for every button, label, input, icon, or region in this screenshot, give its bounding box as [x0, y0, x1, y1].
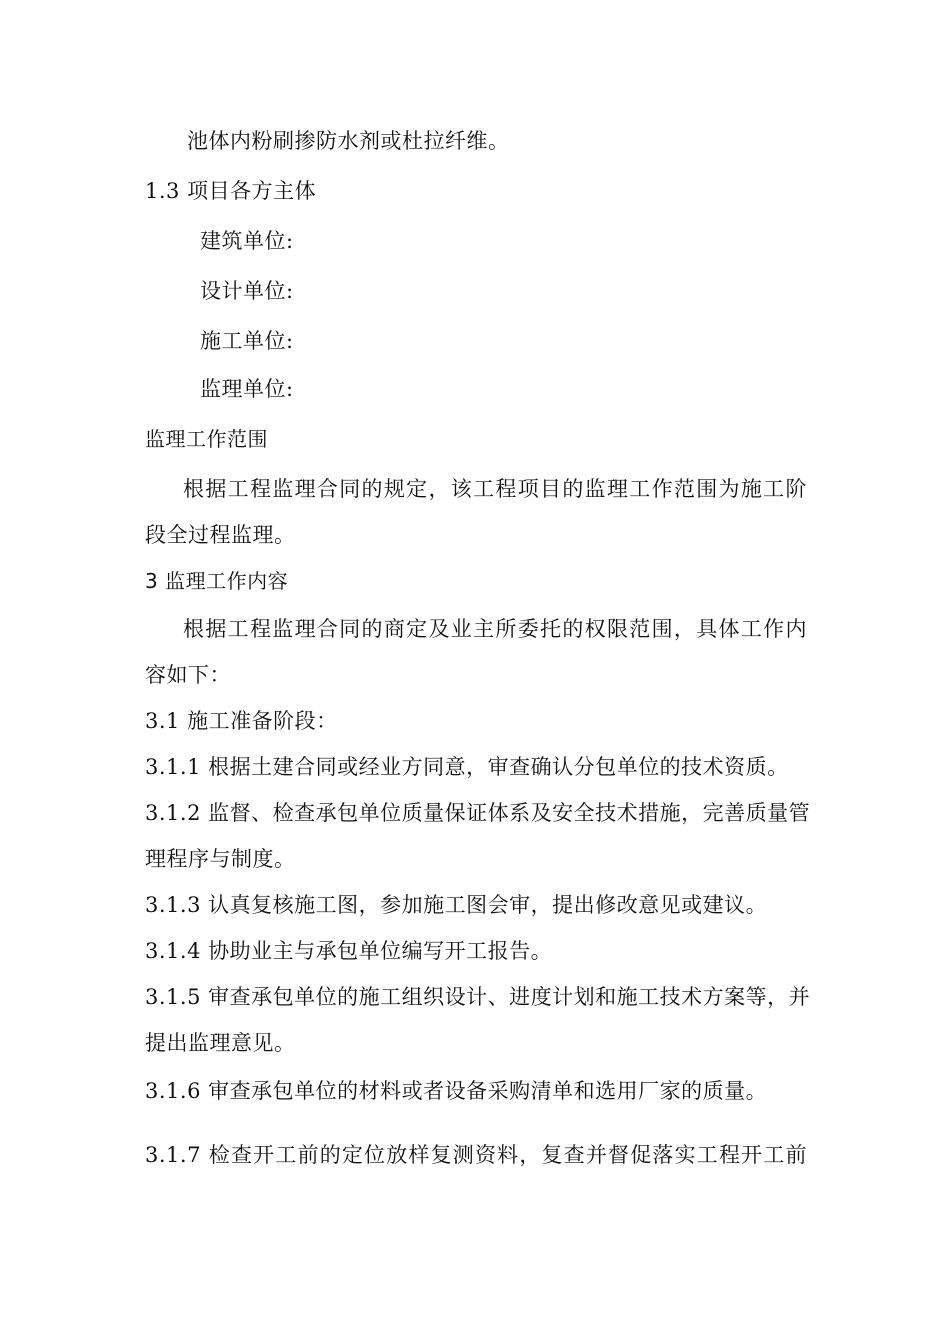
list-item: 3.1.7 检查开工前的定位放样复测资料，复查并督促落实工程开工前	[145, 1143, 807, 1167]
body-text-line: 根据工程监理合同的规定，该工程项目的监理工作范围为施工阶	[183, 477, 807, 501]
list-item: 3.1.3 认真复核施工图，参加施工图会审，提出修改意见或建议。	[145, 893, 768, 917]
list-item: 3.1.4 协助业主与承包单位编写开工报告。	[145, 939, 553, 963]
list-item: 3.1.2 监督、检查承包单位质量保证体系及安全技术措施，完善质量管	[145, 801, 811, 825]
body-text-line: 根据工程监理合同的商定及业主所委托的权限范围，具体工作内	[183, 617, 807, 641]
section-heading-content: 3 监理工作内容	[145, 569, 289, 593]
list-item-continuation: 理程序与制度。	[145, 847, 296, 871]
field-label-construction-unit: 建筑单位:	[200, 229, 294, 253]
body-text-line: 段全过程监理。	[145, 523, 296, 547]
field-label-supervision-unit: 监理单位:	[200, 377, 294, 401]
list-item: 3.1.6 审查承包单位的材料或者设备采购清单和选用厂家的质量。	[145, 1079, 768, 1103]
field-label-builder-unit: 施工单位:	[200, 329, 294, 353]
body-text-line: 容如下：	[145, 663, 231, 687]
section-heading-scope: 监理工作范围	[145, 427, 268, 451]
body-text-line: 池体内粉刷掺防水剂或杜拉纤维。	[187, 129, 510, 153]
section-heading-1-3: 1.3 项目各方主体	[145, 179, 317, 203]
list-item-continuation: 提出监理意见。	[145, 1031, 296, 1055]
list-item: 3.1.1 根据土建合同或经业方同意，审查确认分包单位的技术资质。	[145, 755, 789, 779]
field-label-design-unit: 设计单位:	[200, 279, 294, 303]
subsection-heading-3-1: 3.1 施工准备阶段：	[145, 709, 338, 733]
list-item: 3.1.5 审查承包单位的施工组织设计、进度计划和施工技术方案等，并	[145, 985, 811, 1009]
